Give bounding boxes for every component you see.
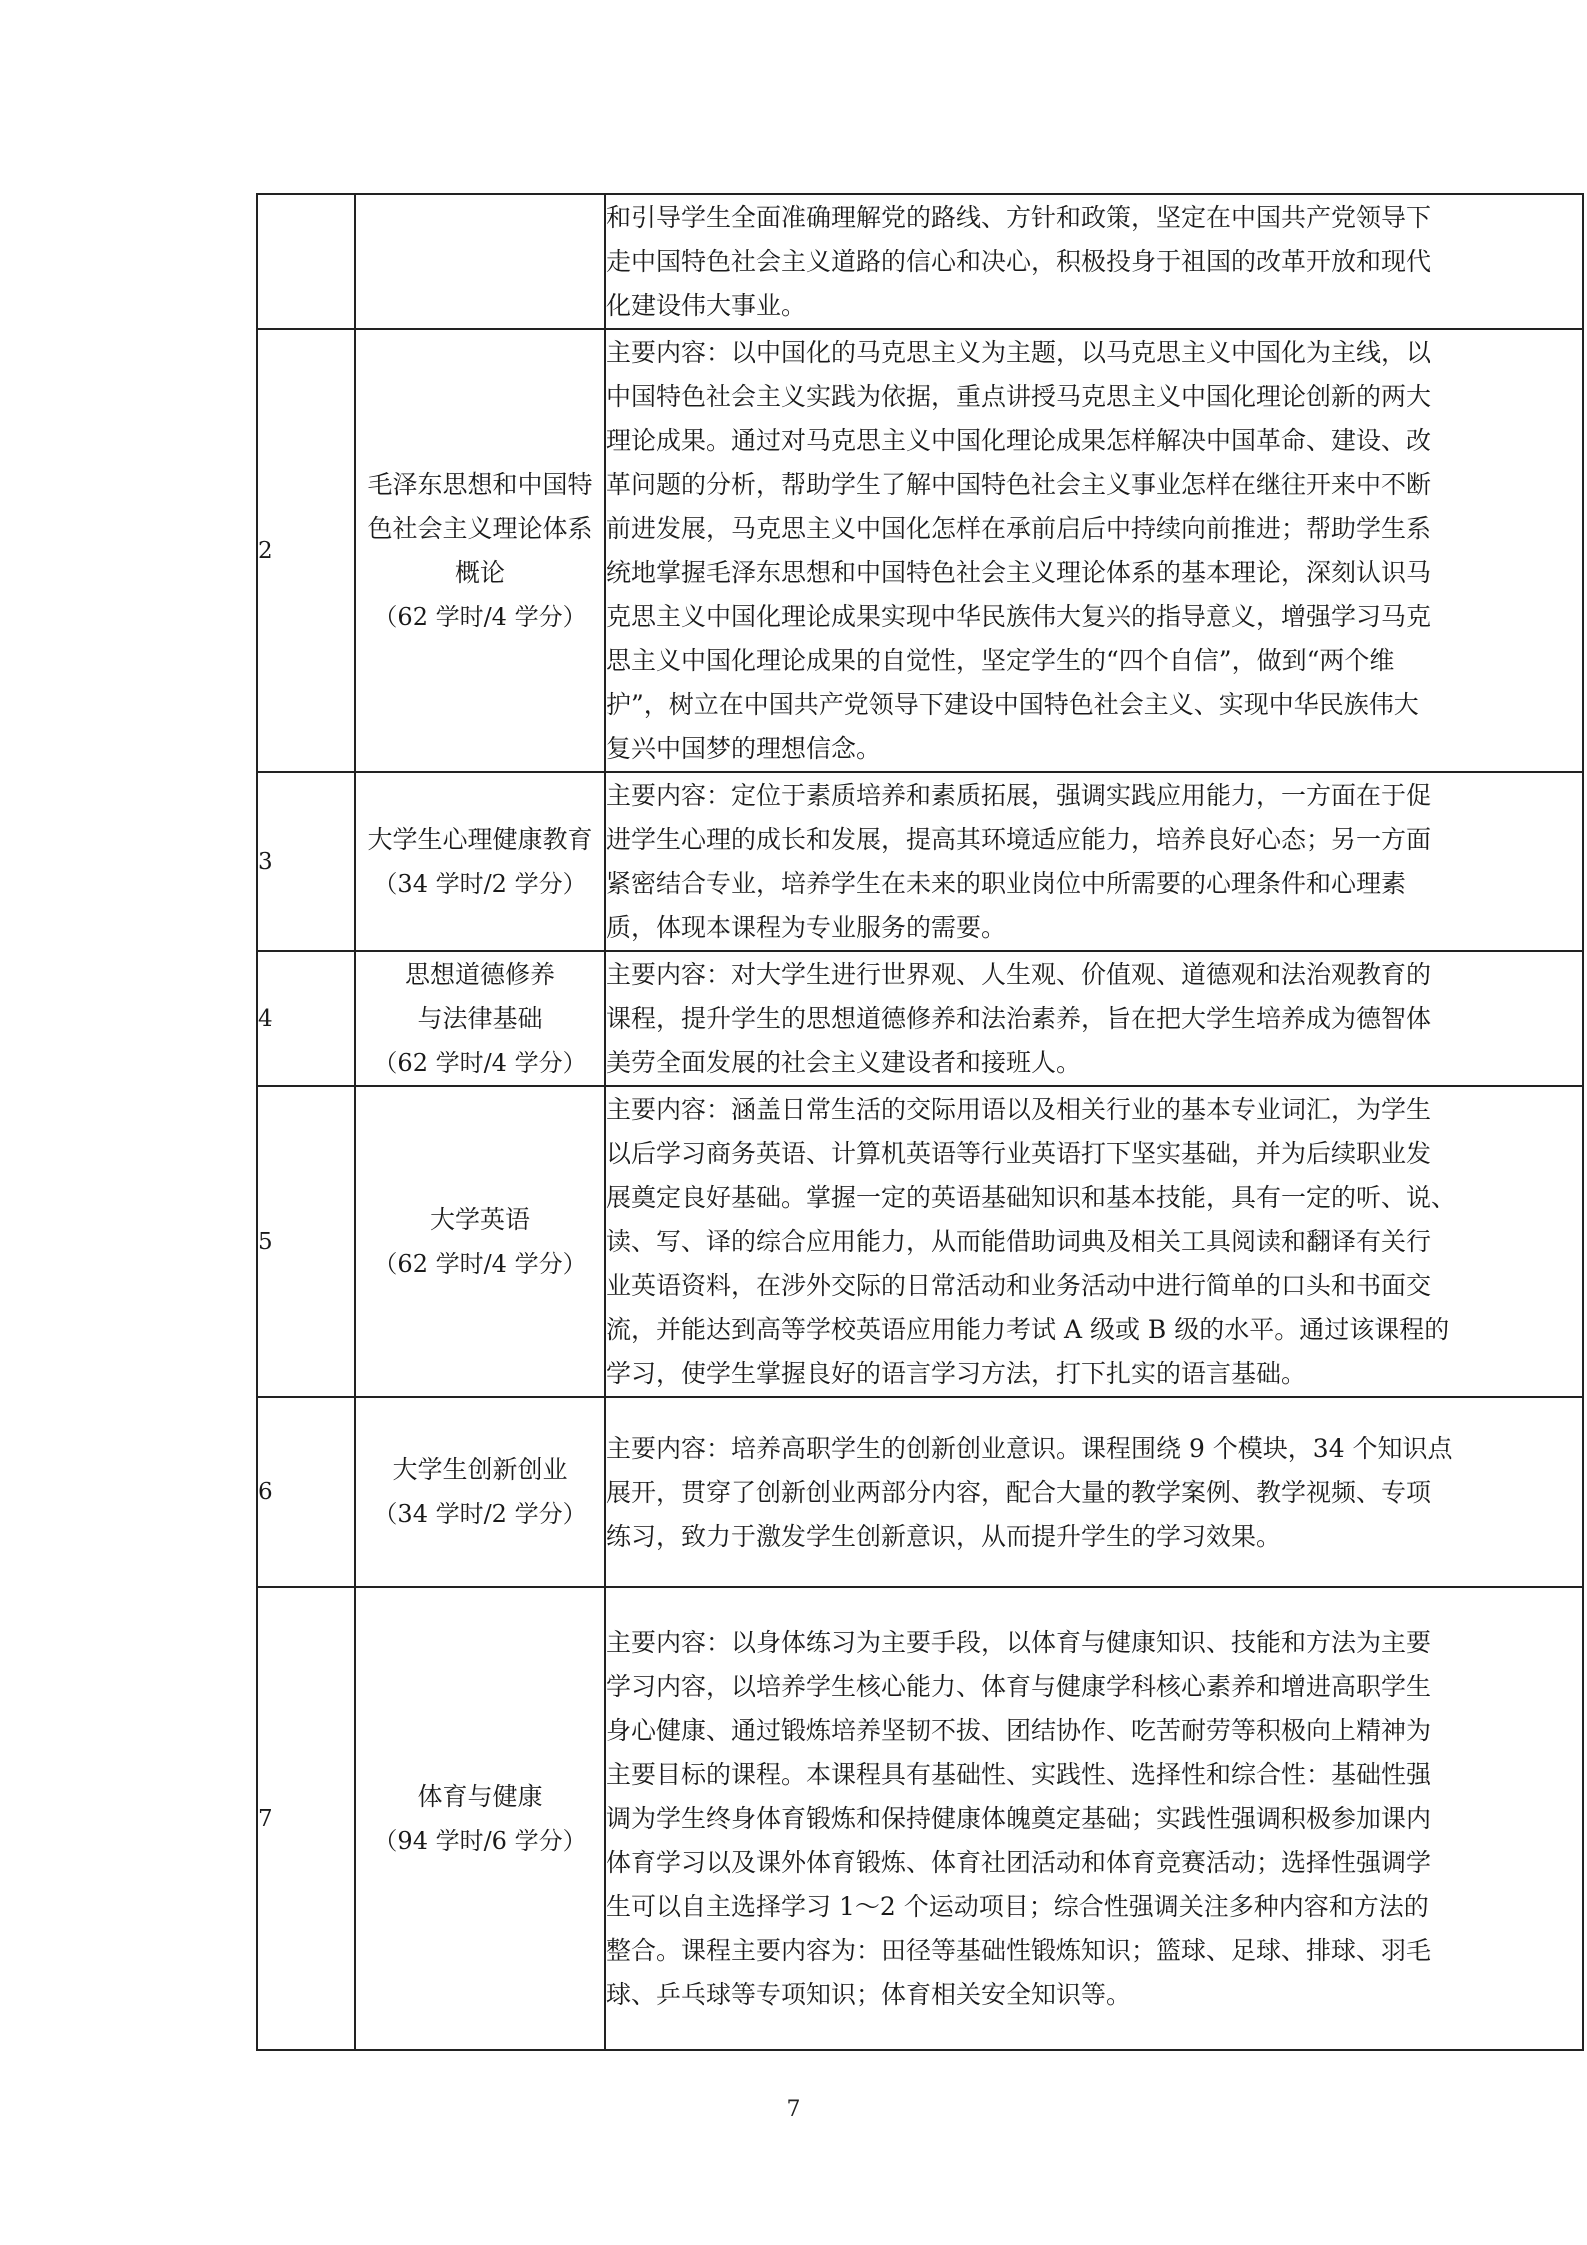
course-number-cell (257, 194, 355, 329)
course-description-line: 前进发展，马克思主义中国化怎样在承前启后中持续向前推进；帮助学生系 (606, 514, 1432, 543)
course-description-line: 主要内容：定位于素质培养和素质拓展，强调实践应用能力，一方面在于促 (606, 781, 1432, 810)
course-name-cell (355, 329, 605, 772)
table-row (257, 772, 1583, 951)
course-description-cell (605, 329, 1583, 772)
course-description-line: 调为学生终身体育锻炼和保持健康体魄奠定基础；实践性强调积极参加课内 (606, 1804, 1432, 1833)
table-row (257, 329, 1583, 772)
course-name-line: 毛泽东思想和中国特 (367, 469, 593, 499)
course-description-line: 练习，致力于激发学生创新意识，从而提升学生的学习效果。 (606, 1521, 1282, 1551)
course-description-cell (605, 772, 1583, 951)
course-description-line: 主要目标的课程。本课程具有基础性、实践性、选择性和综合性：基础性强 (606, 1760, 1432, 1789)
course-number-cell: 6 (257, 1397, 355, 1587)
course-name-cell (355, 1587, 605, 2050)
course-description-cell (605, 951, 1583, 1086)
course-description-cell (605, 194, 1583, 329)
course-description-line: 球、乒乓球等专项知识；体育相关安全知识等。 (606, 1980, 1132, 2009)
course-number-cell: 2 (257, 329, 355, 772)
course-description-line: 思主义中国化理论成果的自觉性，坚定学生的“四个自信”，做到“两个维 (606, 646, 1395, 675)
course-table (256, 193, 1584, 2051)
table-row (257, 1086, 1583, 1397)
course-description-line: 主要内容：对大学生进行世界观、人生观、价值观、道德观和法治观教育的 (606, 960, 1432, 989)
course-description-line: 美劳全面发展的社会主义建设者和接班人。 (606, 1048, 1082, 1077)
course-description-line: 业英语资料，在涉外交际的日常活动和业务活动中进行简单的口头和书面交 (606, 1271, 1432, 1300)
course-description-line: 学习内容，以培养学生核心能力、体育与健康学科核心素养和增进高职学生 (606, 1672, 1432, 1701)
course-description-line: 身心健康、通过锻炼培养坚韧不拔、团结协作、吃苦耐劳等积极向上精神为 (606, 1716, 1432, 1745)
course-name-cell (355, 772, 605, 951)
course-description-line: 和引导学生全面准确理解党的路线、方针和政策，坚定在中国共产党领导下 (606, 203, 1432, 232)
course-number-cell: 5 (257, 1086, 355, 1397)
course-description-cell (605, 1397, 1583, 1587)
course-description-line: 流，并能达到高等学校英语应用能力考试 A 级或 B 级的水平。通过该课程的 (606, 1315, 1450, 1344)
course-description-line: 主要内容：以中国化的马克思主义为主题，以马克思主义中国化为主线，以 (606, 338, 1432, 367)
course-credit-hours: （62 学时/4 学分） (373, 1249, 587, 1278)
course-description-line: 主要内容：以身体练习为主要手段，以体育与健康知识、技能和方法为主要 (606, 1628, 1432, 1657)
course-table-viewport (256, 193, 1476, 2009)
course-description-line: 进学生心理的成长和发展，提高其环境适应能力，培养良好心态；另一方面 (606, 825, 1432, 854)
course-name-line: 体育与健康 (417, 1781, 543, 1811)
course-description-line: 主要内容：涵盖日常生活的交际用语以及相关行业的基本专业词汇，为学生 (606, 1095, 1432, 1124)
course-description-cell (605, 1587, 1583, 2050)
course-description-line: 护”，树立在中国共产党领导下建设中国特色社会主义、实现中华民族伟大 (606, 690, 1419, 719)
table-row (257, 1397, 1583, 1587)
course-name-line: 大学生创新创业 (392, 1455, 568, 1484)
course-description-line: 展奠定良好基础。掌握一定的英语基础知识和基本技能，具有一定的听、说、 (606, 1183, 1457, 1212)
course-description-line: 主要内容：培养高职学生的创新创业意识。课程围绕 9 个模块，34 个知识点 (606, 1433, 1453, 1463)
course-credit-hours: （62 学时/4 学分） (373, 1048, 587, 1077)
course-name-cell (355, 1086, 605, 1397)
course-description-line: 质，体现本课程为专业服务的需要。 (606, 913, 1007, 942)
course-name-cell (355, 951, 605, 1086)
course-name-cell (355, 194, 605, 329)
course-description-line: 理论成果。通过对马克思主义中国化理论成果怎样解决中国革命、建设、改 (606, 426, 1432, 455)
table-row (257, 1587, 1583, 2050)
course-credit-hours: （34 学时/2 学分） (373, 869, 587, 898)
course-description-line: 克思主义中国化理论成果实现中华民族伟大复兴的指导意义，增强学习马克 (606, 602, 1432, 631)
page-number: 7 (786, 2097, 801, 2122)
course-name-line: 色社会主义理论体系 (367, 513, 593, 543)
course-description-line: 以后学习商务英语、计算机英语等行业英语打下坚实基础，并为后续职业发 (606, 1139, 1432, 1168)
course-number-cell: 4 (257, 951, 355, 1086)
table-row (257, 951, 1583, 1086)
course-name-line: 概论 (454, 557, 505, 587)
course-description-line: 读、写、译的综合应用能力，从而能借助词典及相关工具阅读和翻译有关行 (606, 1227, 1432, 1256)
course-description-line: 化建设伟大事业。 (606, 291, 807, 320)
course-credit-hours: （34 学时/2 学分） (373, 1500, 587, 1528)
course-description-line: 学习，使学生掌握良好的语言学习方法，打下扎实的语言基础。 (606, 1359, 1307, 1388)
course-description-line: 统地掌握毛泽东思想和中国特色社会主义理论体系的基本理论，深刻认识马 (606, 558, 1432, 587)
table-row (257, 194, 1583, 329)
course-name-line: 大学生心理健康教育 (367, 824, 593, 854)
course-description-line: 走中国特色社会主义道路的信心和决心，积极投身于祖国的改革开放和现代 (606, 247, 1432, 276)
course-description-line: 体育学习以及课外体育锻炼、体育社团活动和体育竞赛活动；选择性强调学 (606, 1848, 1432, 1877)
course-description-line: 紧密结合专业，培养学生在未来的职业岗位中所需要的心理条件和心理素 (606, 869, 1407, 898)
course-number-cell: 7 (257, 1587, 355, 2050)
course-description-line: 中国特色社会主义实践为依据，重点讲授马克思主义中国化理论创新的两大 (606, 382, 1432, 411)
course-description-line: 课程，提升学生的思想道德修养和法治素养，旨在把大学生培养成为德智体 (606, 1004, 1432, 1033)
course-description-cell (605, 1086, 1583, 1397)
course-description-line: 展开，贯穿了创新创业两部分内容，配合大量的教学案例、教学视频、专项 (606, 1477, 1432, 1507)
course-description-line: 生可以自主选择学习 1～2 个运动项目；综合性强调关注多种内容和方法的 (606, 1892, 1429, 1921)
course-name-line: 思想道德修养 (404, 959, 555, 989)
course-name-line: 大学英语 (429, 1204, 530, 1234)
course-credit-hours: （62 学时/4 学分） (373, 602, 587, 631)
course-name-line: 与法律基础 (417, 1003, 543, 1033)
course-name-cell (355, 1397, 605, 1587)
course-credit-hours: （94 学时/6 学分） (373, 1826, 587, 1855)
course-number-cell: 3 (257, 772, 355, 951)
course-description-line: 整合。课程主要内容为：田径等基础性锻炼知识；篮球、足球、排球、羽毛 (606, 1936, 1432, 1965)
course-description-line: 复兴中国梦的理想信念。 (606, 734, 882, 763)
course-description-line: 革问题的分析，帮助学生了解中国特色社会主义事业怎样在继往开来中不断 (606, 470, 1432, 499)
